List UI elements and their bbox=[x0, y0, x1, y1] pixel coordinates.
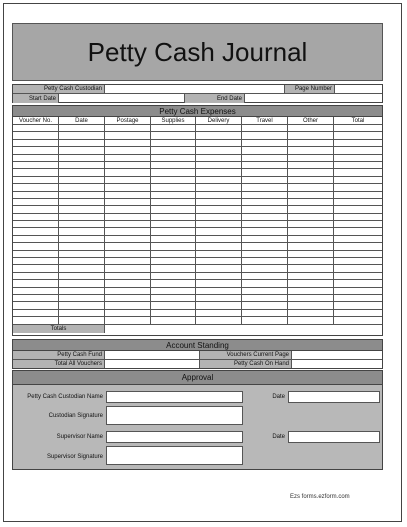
expense-cell[interactable] bbox=[105, 243, 151, 249]
expense-cell[interactable] bbox=[13, 243, 59, 249]
expense-row bbox=[13, 295, 382, 302]
totals-row bbox=[13, 325, 382, 333]
expense-cell[interactable] bbox=[105, 147, 151, 153]
expense-cell[interactable] bbox=[151, 184, 196, 190]
expense-cell[interactable] bbox=[13, 310, 59, 316]
expense-row bbox=[13, 132, 382, 139]
expense-cell[interactable] bbox=[105, 162, 151, 168]
expense-cell[interactable] bbox=[196, 288, 242, 294]
expense-cell[interactable] bbox=[288, 125, 334, 131]
expense-cell[interactable] bbox=[196, 302, 242, 308]
petty-cash-on-hand-field[interactable] bbox=[292, 360, 382, 368]
expense-cell[interactable] bbox=[151, 214, 196, 220]
expense-cell[interactable] bbox=[288, 214, 334, 220]
expense-cell[interactable] bbox=[196, 169, 242, 175]
expense-cell[interactable] bbox=[105, 155, 151, 161]
expense-cell[interactable] bbox=[59, 140, 105, 146]
expense-cell[interactable] bbox=[334, 317, 382, 323]
expense-cell[interactable] bbox=[13, 228, 59, 234]
expense-cell[interactable] bbox=[59, 199, 105, 205]
expense-cell[interactable] bbox=[242, 155, 288, 161]
total-all-vouchers-label: Total All Vouchers bbox=[13, 360, 105, 368]
expense-cell[interactable] bbox=[242, 125, 288, 131]
end-date-label: End Date bbox=[185, 94, 245, 103]
expense-row bbox=[13, 221, 382, 228]
expense-cell[interactable] bbox=[59, 280, 105, 286]
expense-cell[interactable] bbox=[288, 184, 334, 190]
custodian-date-field[interactable] bbox=[288, 391, 380, 403]
column-header: Date bbox=[59, 117, 105, 124]
expense-cell[interactable] bbox=[13, 147, 59, 153]
expense-cell[interactable] bbox=[151, 280, 196, 286]
expense-cell[interactable] bbox=[334, 258, 382, 264]
expense-cell[interactable] bbox=[105, 295, 151, 301]
expense-row bbox=[13, 236, 382, 243]
page-number-field[interactable] bbox=[335, 85, 382, 93]
expense-cell[interactable] bbox=[151, 295, 196, 301]
expense-row bbox=[13, 155, 382, 162]
supervisor-name-field[interactable] bbox=[106, 431, 243, 443]
column-header: Delivery bbox=[196, 117, 242, 124]
expense-cell[interactable] bbox=[196, 251, 242, 257]
expense-row bbox=[13, 199, 382, 206]
expense-cell[interactable] bbox=[288, 221, 334, 227]
expense-cell[interactable] bbox=[242, 302, 288, 308]
totals-field[interactable] bbox=[105, 325, 382, 333]
expense-cell[interactable] bbox=[196, 265, 242, 271]
expense-cell[interactable] bbox=[196, 280, 242, 286]
expense-cell[interactable] bbox=[288, 132, 334, 138]
expense-cell[interactable] bbox=[151, 265, 196, 271]
expense-cell[interactable] bbox=[105, 199, 151, 205]
petty-cash-on-hand-label: Petty Cash On Hand bbox=[200, 360, 292, 368]
expense-cell[interactable] bbox=[196, 132, 242, 138]
expense-cell[interactable] bbox=[242, 265, 288, 271]
expense-cell[interactable] bbox=[242, 251, 288, 257]
expense-row bbox=[13, 280, 382, 287]
expense-cell[interactable] bbox=[151, 228, 196, 234]
expense-cell[interactable] bbox=[151, 147, 196, 153]
expense-cell[interactable] bbox=[334, 265, 382, 271]
expense-cell[interactable] bbox=[242, 236, 288, 242]
expense-cell[interactable] bbox=[13, 169, 59, 175]
expense-cell[interactable] bbox=[13, 140, 59, 146]
expense-cell[interactable] bbox=[151, 199, 196, 205]
expense-cell[interactable] bbox=[288, 251, 334, 257]
end-date-field[interactable] bbox=[245, 94, 382, 103]
expense-cell[interactable] bbox=[196, 236, 242, 242]
vouchers-current-page-field[interactable] bbox=[292, 351, 382, 359]
expense-cell[interactable] bbox=[288, 169, 334, 175]
expense-cell[interactable] bbox=[196, 228, 242, 234]
expense-cell[interactable] bbox=[13, 236, 59, 242]
footer-credit: Ezs forms.ezform.com bbox=[290, 494, 350, 500]
page-number-label: Page Number bbox=[285, 85, 335, 93]
expense-row bbox=[13, 192, 382, 199]
expense-cell[interactable] bbox=[105, 169, 151, 175]
expense-row bbox=[13, 310, 382, 317]
expense-row bbox=[13, 251, 382, 258]
expense-cell[interactable] bbox=[59, 243, 105, 249]
expense-cell[interactable] bbox=[196, 310, 242, 316]
expense-cell[interactable] bbox=[334, 140, 382, 146]
petty-cash-fund-label: Petty Cash Fund bbox=[13, 351, 105, 359]
expense-cell[interactable] bbox=[334, 132, 382, 138]
start-date-label: Start Date bbox=[13, 94, 59, 103]
expense-cell[interactable] bbox=[13, 288, 59, 294]
expense-cell[interactable] bbox=[59, 310, 105, 316]
expenses-table bbox=[12, 105, 383, 336]
expense-cell[interactable] bbox=[288, 155, 334, 161]
expense-cell[interactable] bbox=[334, 169, 382, 175]
expense-cell[interactable] bbox=[105, 265, 151, 271]
supervisor-signature-label: Supervisor Signature bbox=[46, 454, 103, 460]
expense-cell[interactable] bbox=[13, 273, 59, 279]
expense-cell[interactable] bbox=[288, 199, 334, 205]
expense-cell[interactable] bbox=[13, 192, 59, 198]
expense-cell[interactable] bbox=[288, 162, 334, 168]
expense-cell[interactable] bbox=[288, 258, 334, 264]
custodian-field[interactable] bbox=[105, 85, 285, 93]
expense-cell[interactable] bbox=[334, 125, 382, 131]
expense-cell[interactable] bbox=[59, 184, 105, 190]
account-standing bbox=[12, 339, 383, 369]
expense-cell[interactable] bbox=[151, 132, 196, 138]
expense-row bbox=[13, 206, 382, 213]
expense-cell[interactable] bbox=[196, 184, 242, 190]
expense-cell[interactable] bbox=[59, 206, 105, 212]
expense-cell[interactable] bbox=[13, 221, 59, 227]
expense-cell[interactable] bbox=[59, 295, 105, 301]
custodian-signature-label: Custodian Signature bbox=[48, 413, 103, 419]
expense-cell[interactable] bbox=[151, 221, 196, 227]
column-header: Voucher No. bbox=[13, 117, 59, 124]
expense-cell[interactable] bbox=[242, 192, 288, 198]
expense-cell[interactable] bbox=[334, 280, 382, 286]
expense-cell[interactable] bbox=[151, 177, 196, 183]
expense-cell[interactable] bbox=[242, 199, 288, 205]
expense-cell[interactable] bbox=[334, 302, 382, 308]
expense-row bbox=[13, 243, 382, 250]
column-header: Other bbox=[288, 117, 334, 124]
expense-cell[interactable] bbox=[59, 317, 105, 323]
expense-cell[interactable] bbox=[334, 162, 382, 168]
column-header: Supplies bbox=[151, 117, 196, 124]
expense-cell[interactable] bbox=[196, 147, 242, 153]
expense-cell[interactable] bbox=[151, 140, 196, 146]
expense-cell[interactable] bbox=[334, 184, 382, 190]
expense-cell[interactable] bbox=[105, 132, 151, 138]
expense-cell[interactable] bbox=[59, 132, 105, 138]
expense-row bbox=[13, 265, 382, 272]
expense-cell[interactable] bbox=[105, 273, 151, 279]
expense-cell[interactable] bbox=[105, 214, 151, 220]
date-label-1: Date bbox=[272, 394, 285, 400]
expense-cell[interactable] bbox=[59, 169, 105, 175]
expenses-column-headers bbox=[13, 117, 382, 125]
expense-cell[interactable] bbox=[288, 280, 334, 286]
expense-cell[interactable] bbox=[59, 162, 105, 168]
start-date-field[interactable] bbox=[59, 94, 185, 103]
expense-cell[interactable] bbox=[13, 162, 59, 168]
expense-cell[interactable] bbox=[105, 310, 151, 316]
expense-cell[interactable] bbox=[334, 221, 382, 227]
custodian-name-field[interactable] bbox=[106, 391, 243, 403]
expense-cell[interactable] bbox=[105, 302, 151, 308]
expense-cell[interactable] bbox=[196, 258, 242, 264]
column-header: Postage bbox=[105, 117, 151, 124]
expense-cell[interactable] bbox=[334, 228, 382, 234]
expense-cell[interactable] bbox=[196, 317, 242, 323]
expense-cell[interactable] bbox=[196, 155, 242, 161]
expense-cell[interactable] bbox=[59, 177, 105, 183]
expense-cell[interactable] bbox=[59, 192, 105, 198]
expense-cell[interactable] bbox=[288, 273, 334, 279]
expense-cell[interactable] bbox=[151, 192, 196, 198]
supervisor-name-label: Supervisor Name bbox=[56, 434, 103, 440]
expense-cell[interactable] bbox=[242, 132, 288, 138]
header-fields bbox=[12, 84, 383, 103]
expense-cell[interactable] bbox=[196, 295, 242, 301]
expense-cell[interactable] bbox=[105, 258, 151, 264]
expense-cell[interactable] bbox=[288, 288, 334, 294]
expense-cell[interactable] bbox=[151, 310, 196, 316]
expense-cell[interactable] bbox=[334, 236, 382, 242]
expense-cell[interactable] bbox=[334, 214, 382, 220]
expense-cell[interactable] bbox=[334, 273, 382, 279]
expense-row bbox=[13, 273, 382, 280]
expense-cell[interactable] bbox=[13, 214, 59, 220]
expense-cell[interactable] bbox=[59, 155, 105, 161]
expense-cell[interactable] bbox=[59, 147, 105, 153]
expense-cell[interactable] bbox=[288, 302, 334, 308]
expense-cell[interactable] bbox=[334, 177, 382, 183]
expense-cell[interactable] bbox=[151, 288, 196, 294]
expense-cell[interactable] bbox=[13, 155, 59, 161]
account-standing-title: Account Standing bbox=[13, 340, 382, 351]
expense-cell[interactable] bbox=[288, 310, 334, 316]
expense-cell[interactable] bbox=[334, 155, 382, 161]
expense-cell[interactable] bbox=[242, 140, 288, 146]
expense-cell[interactable] bbox=[13, 125, 59, 131]
expense-cell[interactable] bbox=[242, 184, 288, 190]
expense-cell[interactable] bbox=[242, 310, 288, 316]
expense-cell[interactable] bbox=[334, 295, 382, 301]
expense-cell[interactable] bbox=[13, 258, 59, 264]
expense-cell[interactable] bbox=[242, 258, 288, 264]
expense-cell[interactable] bbox=[151, 155, 196, 161]
custodian-label: Petty Cash Custodian bbox=[13, 85, 105, 93]
expense-cell[interactable] bbox=[288, 192, 334, 198]
expense-cell[interactable] bbox=[196, 140, 242, 146]
expense-cell[interactable] bbox=[59, 265, 105, 271]
expense-cell[interactable] bbox=[242, 243, 288, 249]
approval-section bbox=[12, 370, 383, 470]
custodian-signature-field[interactable] bbox=[106, 406, 243, 425]
expense-cell[interactable] bbox=[59, 228, 105, 234]
expense-cell[interactable] bbox=[105, 236, 151, 242]
expense-row bbox=[13, 228, 382, 235]
expense-row bbox=[13, 184, 382, 191]
expense-cell[interactable] bbox=[105, 228, 151, 234]
expense-cell[interactable] bbox=[13, 302, 59, 308]
expense-cell[interactable] bbox=[105, 251, 151, 257]
expense-row bbox=[13, 140, 382, 147]
date-label-2: Date bbox=[272, 434, 285, 440]
expense-cell[interactable] bbox=[151, 251, 196, 257]
expense-cell[interactable] bbox=[242, 206, 288, 212]
expense-cell[interactable] bbox=[59, 302, 105, 308]
expense-cell[interactable] bbox=[288, 228, 334, 234]
expense-cell[interactable] bbox=[288, 243, 334, 249]
expense-cell[interactable] bbox=[196, 199, 242, 205]
supervisor-signature-field[interactable] bbox=[106, 446, 243, 465]
expense-cell[interactable] bbox=[105, 317, 151, 323]
custodian-name-label: Petty Cash Custodian Name bbox=[27, 394, 103, 400]
expense-cell[interactable] bbox=[196, 206, 242, 212]
expense-cell[interactable] bbox=[13, 295, 59, 301]
column-header: Travel bbox=[242, 117, 288, 124]
expense-cell[interactable] bbox=[105, 125, 151, 131]
expense-cell[interactable] bbox=[105, 206, 151, 212]
expense-row bbox=[13, 302, 382, 309]
expense-cell[interactable] bbox=[288, 236, 334, 242]
expense-cell[interactable] bbox=[151, 169, 196, 175]
expense-cell[interactable] bbox=[242, 273, 288, 279]
expense-row bbox=[13, 147, 382, 154]
expense-cell[interactable] bbox=[242, 177, 288, 183]
expense-cell[interactable] bbox=[334, 206, 382, 212]
expense-row bbox=[13, 288, 382, 295]
expense-cell[interactable] bbox=[242, 295, 288, 301]
expense-cell[interactable] bbox=[13, 317, 59, 323]
expense-cell[interactable] bbox=[105, 184, 151, 190]
expense-row bbox=[13, 317, 382, 324]
supervisor-date-field[interactable] bbox=[288, 431, 380, 443]
petty-cash-fund-field[interactable] bbox=[105, 351, 200, 359]
expense-cell[interactable] bbox=[151, 236, 196, 242]
expense-cell[interactable] bbox=[196, 177, 242, 183]
expense-cell[interactable] bbox=[242, 288, 288, 294]
expense-cell[interactable] bbox=[13, 265, 59, 271]
expense-cell[interactable] bbox=[288, 295, 334, 301]
expense-cell[interactable] bbox=[196, 162, 242, 168]
expense-cell[interactable] bbox=[59, 125, 105, 131]
expense-cell[interactable] bbox=[105, 177, 151, 183]
expense-cell[interactable] bbox=[13, 177, 59, 183]
expense-cell[interactable] bbox=[13, 199, 59, 205]
expense-cell[interactable] bbox=[242, 317, 288, 323]
expense-cell[interactable] bbox=[196, 221, 242, 227]
expense-row bbox=[13, 162, 382, 169]
expense-cell[interactable] bbox=[59, 288, 105, 294]
form-title: Petty Cash Journal bbox=[12, 23, 383, 81]
expense-cell[interactable] bbox=[105, 192, 151, 198]
expense-cell[interactable] bbox=[334, 310, 382, 316]
expense-cell[interactable] bbox=[196, 243, 242, 249]
expense-cell[interactable] bbox=[242, 228, 288, 234]
vouchers-current-page-label: Vouchers Current Page bbox=[200, 351, 292, 359]
expense-cell[interactable] bbox=[59, 273, 105, 279]
expense-cell[interactable] bbox=[288, 140, 334, 146]
expense-cell[interactable] bbox=[13, 251, 59, 257]
expense-cell[interactable] bbox=[151, 125, 196, 131]
expense-cell[interactable] bbox=[242, 221, 288, 227]
expense-cell[interactable] bbox=[13, 280, 59, 286]
expense-cell[interactable] bbox=[242, 280, 288, 286]
expenses-section-title: Petty Cash Expenses bbox=[13, 106, 382, 117]
expense-cell[interactable] bbox=[13, 184, 59, 190]
expense-cell[interactable] bbox=[59, 221, 105, 227]
expense-cell[interactable] bbox=[105, 280, 151, 286]
expense-cell[interactable] bbox=[334, 243, 382, 249]
expense-row bbox=[13, 125, 382, 132]
expense-row bbox=[13, 258, 382, 265]
total-all-vouchers-field[interactable] bbox=[105, 360, 200, 368]
expense-cell[interactable] bbox=[59, 258, 105, 264]
expense-cell[interactable] bbox=[242, 162, 288, 168]
expense-cell[interactable] bbox=[151, 206, 196, 212]
expense-cell[interactable] bbox=[151, 162, 196, 168]
expense-cell[interactable] bbox=[105, 288, 151, 294]
expense-cell[interactable] bbox=[288, 147, 334, 153]
expense-cell[interactable] bbox=[13, 132, 59, 138]
approval-title: Approval bbox=[13, 371, 382, 385]
expense-cell[interactable] bbox=[334, 147, 382, 153]
expense-cell[interactable] bbox=[288, 317, 334, 323]
expense-cell[interactable] bbox=[105, 221, 151, 227]
expense-cell[interactable] bbox=[59, 236, 105, 242]
expense-cell[interactable] bbox=[13, 206, 59, 212]
expense-cell[interactable] bbox=[288, 177, 334, 183]
expense-cell[interactable] bbox=[105, 140, 151, 146]
expense-cell[interactable] bbox=[242, 169, 288, 175]
expense-cell[interactable] bbox=[151, 273, 196, 279]
expense-cell[interactable] bbox=[334, 199, 382, 205]
expense-cell[interactable] bbox=[196, 192, 242, 198]
totals-label: Totals bbox=[13, 325, 105, 333]
expense-cell[interactable] bbox=[242, 147, 288, 153]
expense-cell[interactable] bbox=[242, 214, 288, 220]
expense-cell[interactable] bbox=[59, 214, 105, 220]
expense-cell[interactable] bbox=[334, 288, 382, 294]
expense-cell[interactable] bbox=[334, 192, 382, 198]
expense-cell[interactable] bbox=[151, 258, 196, 264]
expense-row bbox=[13, 169, 382, 176]
expense-cell[interactable] bbox=[151, 302, 196, 308]
expense-row bbox=[13, 214, 382, 221]
expense-row bbox=[13, 177, 382, 184]
expense-cell[interactable] bbox=[196, 214, 242, 220]
expense-cell[interactable] bbox=[151, 243, 196, 249]
expense-cell[interactable] bbox=[59, 251, 105, 257]
expense-cell[interactable] bbox=[151, 317, 196, 323]
column-header: Total bbox=[351, 117, 365, 124]
expense-cell[interactable] bbox=[288, 206, 334, 212]
expense-cell[interactable] bbox=[334, 251, 382, 257]
expense-cell[interactable] bbox=[196, 273, 242, 279]
expense-cell[interactable] bbox=[288, 265, 334, 271]
expense-cell[interactable] bbox=[196, 125, 242, 131]
